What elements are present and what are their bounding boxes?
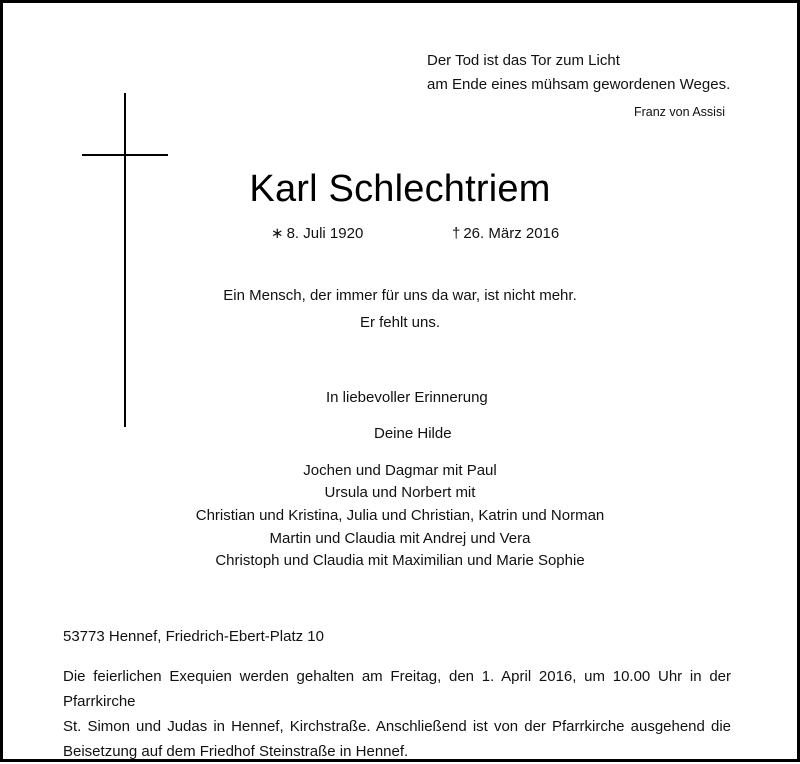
service-paragraph [63, 664, 731, 764]
family-line: Martin und Claudia mit Andrej und Vera [269, 530, 531, 547]
mourners-intro: In liebevoller Erinnerung [326, 389, 488, 406]
death-date: 26. März 2016 [463, 225, 560, 242]
quote-line-2: am Ende eines mühsam gewordenen Weges. [427, 76, 731, 93]
service-line: Die feierlichen Exequien werden gehalten am Freitag, den 1. April 2016, um 10.00 Uhr in der Pfarrkirche [63, 668, 731, 710]
death-dagger-icon: † [452, 225, 461, 242]
deceased-name: Karl Schlechtriem [249, 168, 551, 210]
service-line: Beisetzung auf dem Friedhof Steinstraße in Hennef. [63, 743, 409, 760]
birth-star-icon: ∗ [271, 225, 284, 242]
mourners-spouse: Deine Hilde [374, 425, 452, 442]
cross-icon-vertical-bar [124, 93, 126, 427]
birth-date: 8. Juli 1920 [286, 225, 364, 242]
family-line: Jochen und Dagmar mit Paul [303, 462, 497, 479]
death-date-group [452, 224, 559, 244]
address: 53773 Hennef, Friedrich-Ebert-Platz 10 [63, 628, 324, 645]
family-line: Christoph und Claudia mit Maximilian und Marie Sophie [215, 552, 585, 569]
family-line: Christian und Kristina, Julia und Christian, Katrin und Norman [195, 507, 605, 524]
tribute-line-1: Ein Mensch, der immer für uns da war, ist nicht mehr. [223, 287, 577, 304]
family-line: Ursula und Norbert mit [324, 484, 476, 501]
quote-line-1: Der Tod ist das Tor zum Licht [427, 52, 620, 69]
service-line: St. Simon und Judas in Hennef, Kirchstraße. Anschließend ist von der Pfarrkirche ausgehend die [63, 718, 731, 735]
cross-icon-horizontal-bar [82, 154, 168, 156]
tribute-line-2: Er fehlt uns. [359, 314, 441, 331]
birth-date-group [271, 224, 363, 244]
quote-author: Franz von Assisi [633, 105, 725, 119]
